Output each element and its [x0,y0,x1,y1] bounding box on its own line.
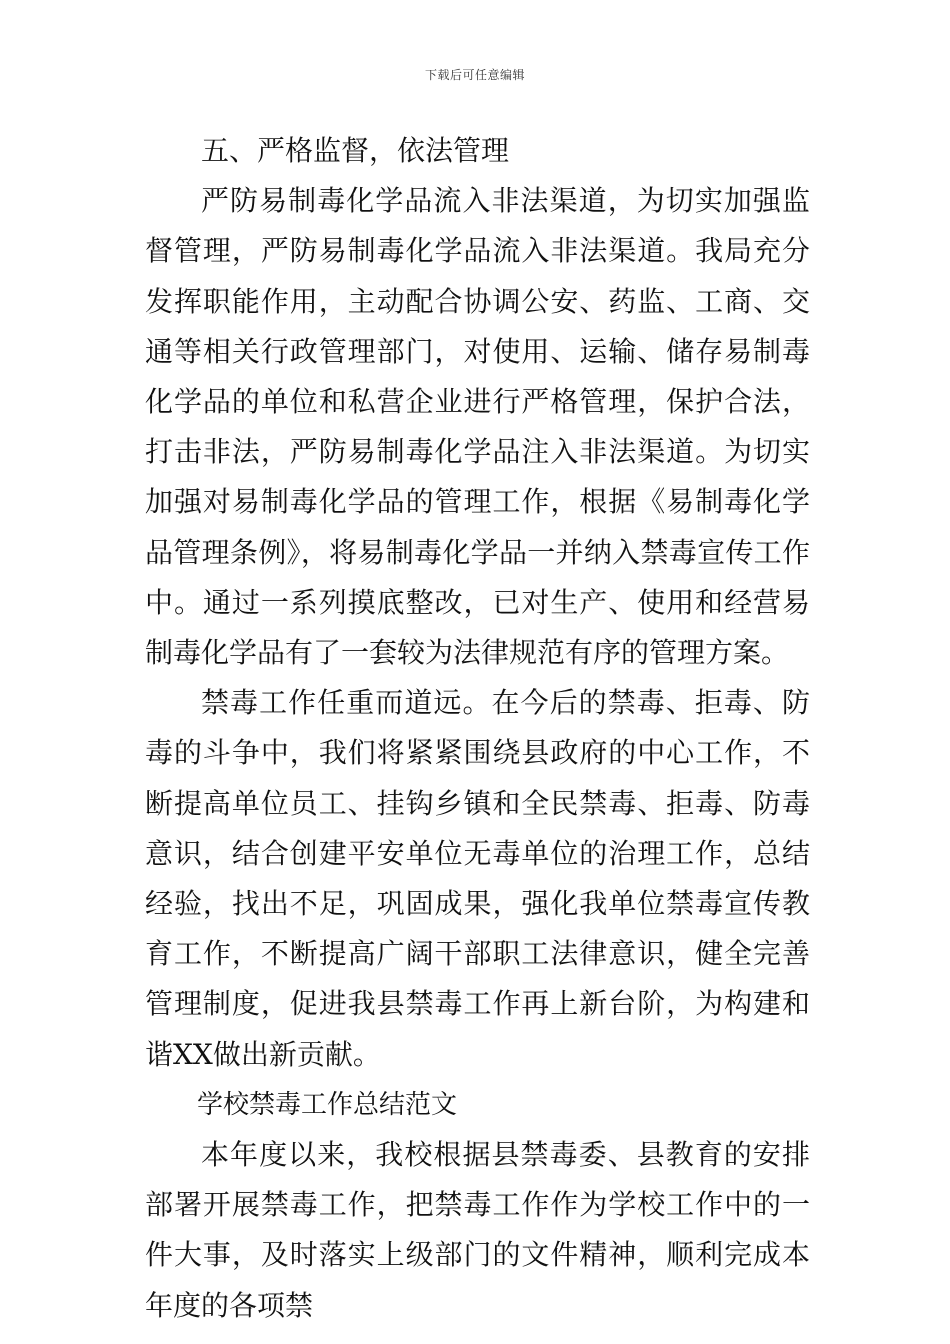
paragraph-school-intro: 本年度以来，我校根据县禁毒委、县教育的安排部署开展禁毒工作，把禁毒工作作为学校工作中的一件大事，及时落实上级部门的文件精神，顺利完成本年度的各项禁 [145,1138,810,1322]
document-body [145,126,810,1331]
section-heading: 五、严格监督，依法管理 [201,134,510,167]
document-title: 学校禁毒工作总结范文 [197,1089,458,1120]
paragraph-supervision: 严防易制毒化学品流入非法渠道，为切实加强监督管理，严防易制毒化学品流入非法渠道。我局充分发挥职能作用，主动配合协调公安、药监、工商、交通等相关行政管理部门，对使用、运输、储存易制毒化学品的单位和私营企业进行严格管理，保护合法，打击非法，严防易制毒化学品注入非法渠道。为切实加强对易制毒化学品的管理工作，根据《易制毒化学品管理条例》，将易制毒化学品一并纳入禁毒宣传工作中。通过一系列摸底整改，已对生产、使用和经营易制毒化学品有了一套较为法律规范有序的管理方案。 [145,184,810,670]
page-header-note: 下载后可任意编辑 [424,68,525,82]
paragraph-future-work: 禁毒工作任重而道远。在今后的禁毒、拒毒、防毒的斗争中，我们将紧紧围绕县政府的中心工作，不断提高单位员工、挂钩乡镇和全民禁毒、拒毒、防毒意识，结合创建平安单位无毒单位的治理工作，总结经验，找出不足，巩固成果，强化我单位禁毒宣传教育工作，不断提高广阔干部职工法律意识，健全完善管理制度，促进我县禁毒工作再上新台阶，为构建和谐XX做出新贡献。 [145,686,810,1071]
